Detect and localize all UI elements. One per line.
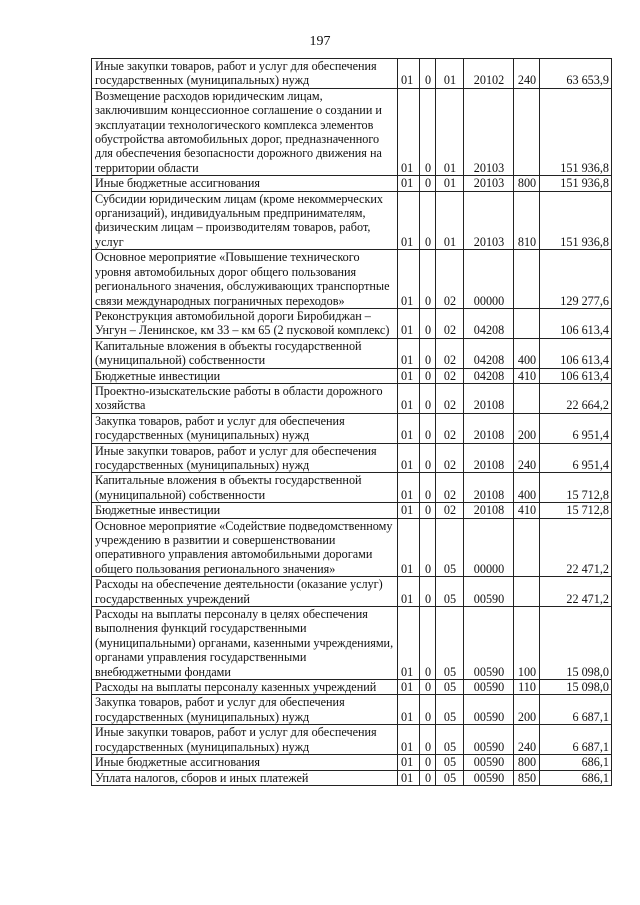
amount-cell: 15 712,8: [540, 503, 612, 518]
amount-cell: 15 098,0: [540, 607, 612, 680]
expense-type-cell: 850: [514, 770, 540, 785]
amount-cell: 106 613,4: [540, 368, 612, 383]
program-code-cell: 01: [398, 191, 420, 250]
direction-code-cell: 20108: [464, 383, 514, 413]
expense-name-cell: Иные закупки товаров, работ и услуг для обеспечения государственных (муниципальных) нужд: [92, 443, 398, 473]
expense-name-cell: Реконструкция автомобильной дороги Биробиджан – Унгун – Ленинское, км 33 – км 65 (2 пусковой комплекс): [92, 308, 398, 338]
amount-cell: 15 098,0: [540, 680, 612, 695]
direction-code-cell: 04208: [464, 308, 514, 338]
amount-cell: 686,1: [540, 770, 612, 785]
table-row: [92, 368, 612, 383]
expense-name-cell: Расходы на выплаты персоналу казенных учреждений: [92, 680, 398, 695]
subprogram-code-cell: 0: [420, 59, 436, 89]
direction-code-cell: 20103: [464, 88, 514, 175]
subprogram-code-cell: 0: [420, 250, 436, 309]
amount-cell: 6 951,4: [540, 413, 612, 443]
subprogram-code-cell: 0: [420, 577, 436, 607]
program-code-cell: 01: [398, 770, 420, 785]
expense-name-cell: Субсидии юридическим лицам (кроме некоммерческих организаций), индивидуальным предпринимателям, физическим лицам – производителям товаров, работ, услуг: [92, 191, 398, 250]
subprogram-code-cell: 0: [420, 473, 436, 503]
amount-cell: 22 664,2: [540, 383, 612, 413]
activity-code-cell: 05: [436, 755, 464, 770]
subprogram-code-cell: 0: [420, 755, 436, 770]
amount-cell: 22 471,2: [540, 518, 612, 577]
program-code-cell: 01: [398, 607, 420, 680]
program-code-cell: 01: [398, 413, 420, 443]
amount-cell: 22 471,2: [540, 577, 612, 607]
program-code-cell: 01: [398, 725, 420, 755]
amount-cell: 151 936,8: [540, 191, 612, 250]
direction-code-cell: 00590: [464, 577, 514, 607]
direction-code-cell: 20102: [464, 59, 514, 89]
program-code-cell: 01: [398, 338, 420, 368]
expense-type-cell: [514, 577, 540, 607]
activity-code-cell: 05: [436, 518, 464, 577]
table-row: [92, 770, 612, 785]
subprogram-code-cell: 0: [420, 770, 436, 785]
amount-cell: 686,1: [540, 755, 612, 770]
subprogram-code-cell: 0: [420, 308, 436, 338]
subprogram-code-cell: 0: [420, 518, 436, 577]
subprogram-code-cell: 0: [420, 443, 436, 473]
activity-code-cell: 02: [436, 413, 464, 443]
program-code-cell: 01: [398, 250, 420, 309]
expense-type-cell: 200: [514, 413, 540, 443]
program-code-cell: 01: [398, 368, 420, 383]
table-row: [92, 473, 612, 503]
program-code-cell: 01: [398, 680, 420, 695]
direction-code-cell: 00590: [464, 755, 514, 770]
amount-cell: 63 653,9: [540, 59, 612, 89]
activity-code-cell: 02: [436, 383, 464, 413]
activity-code-cell: 01: [436, 59, 464, 89]
activity-code-cell: 01: [436, 88, 464, 175]
program-code-cell: 01: [398, 308, 420, 338]
subprogram-code-cell: 0: [420, 413, 436, 443]
amount-cell: 129 277,6: [540, 250, 612, 309]
expense-type-cell: [514, 250, 540, 309]
expense-name-cell: Иные закупки товаров, работ и услуг для обеспечения государственных (муниципальных) нужд: [92, 59, 398, 89]
subprogram-code-cell: 0: [420, 503, 436, 518]
activity-code-cell: 05: [436, 770, 464, 785]
expense-type-cell: 100: [514, 607, 540, 680]
table-row: [92, 176, 612, 191]
subprogram-code-cell: 0: [420, 725, 436, 755]
activity-code-cell: 05: [436, 695, 464, 725]
program-code-cell: 01: [398, 443, 420, 473]
expense-name-cell: Капитальные вложения в объекты государственной (муниципальной) собственности: [92, 338, 398, 368]
expense-name-cell: Основное мероприятие «Повышение технического уровня автомобильных дорог общего пользования регионального значения, обслуживающих транспортные связи международных пограничных переходов»: [92, 250, 398, 309]
direction-code-cell: 00590: [464, 695, 514, 725]
direction-code-cell: 00000: [464, 250, 514, 309]
expense-name-cell: Капитальные вложения в объекты государственной (муниципальной) собственности: [92, 473, 398, 503]
expense-type-cell: [514, 518, 540, 577]
activity-code-cell: 05: [436, 577, 464, 607]
expense-name-cell: Уплата налогов, сборов и иных платежей: [92, 770, 398, 785]
amount-cell: 15 712,8: [540, 473, 612, 503]
budget-table: [91, 58, 612, 786]
expense-type-cell: 400: [514, 338, 540, 368]
budget-table-body: [92, 59, 612, 786]
table-row: [92, 413, 612, 443]
expense-type-cell: [514, 383, 540, 413]
table-row: [92, 250, 612, 309]
program-code-cell: 01: [398, 59, 420, 89]
table-row: [92, 680, 612, 695]
subprogram-code-cell: 0: [420, 607, 436, 680]
subprogram-code-cell: 0: [420, 191, 436, 250]
direction-code-cell: 00590: [464, 680, 514, 695]
subprogram-code-cell: 0: [420, 88, 436, 175]
direction-code-cell: 20108: [464, 443, 514, 473]
expense-type-cell: 240: [514, 725, 540, 755]
direction-code-cell: 04208: [464, 368, 514, 383]
direction-code-cell: 20108: [464, 503, 514, 518]
table-row: [92, 607, 612, 680]
page-number: 197: [309, 34, 331, 49]
expense-name-cell: Иные бюджетные ассигнования: [92, 176, 398, 191]
direction-code-cell: 20103: [464, 176, 514, 191]
activity-code-cell: 01: [436, 176, 464, 191]
expense-type-cell: 810: [514, 191, 540, 250]
activity-code-cell: 05: [436, 680, 464, 695]
program-code-cell: 01: [398, 176, 420, 191]
direction-code-cell: 00590: [464, 607, 514, 680]
amount-cell: 6 951,4: [540, 443, 612, 473]
subprogram-code-cell: 0: [420, 176, 436, 191]
table-row: [92, 383, 612, 413]
table-row: [92, 59, 612, 89]
expense-name-cell: Проектно-изыскательские работы в области дорожного хозяйства: [92, 383, 398, 413]
expense-type-cell: 800: [514, 755, 540, 770]
table-row: [92, 725, 612, 755]
direction-code-cell: 20103: [464, 191, 514, 250]
subprogram-code-cell: 0: [420, 680, 436, 695]
activity-code-cell: 01: [436, 191, 464, 250]
expense-name-cell: Закупка товаров, работ и услуг для обеспечения государственных (муниципальных) нужд: [92, 413, 398, 443]
program-code-cell: 01: [398, 755, 420, 770]
expense-name-cell: Основное мероприятие «Содействие подведомственному учреждению в развитии и совершенствовании оперативного управления автомобильными дорогами общего пользования регионального значения»: [92, 518, 398, 577]
activity-code-cell: 02: [436, 308, 464, 338]
expense-name-cell: Иные бюджетные ассигнования: [92, 755, 398, 770]
expense-type-cell: 240: [514, 59, 540, 89]
activity-code-cell: 02: [436, 250, 464, 309]
direction-code-cell: 00590: [464, 770, 514, 785]
expense-name-cell: Бюджетные инвестиции: [92, 503, 398, 518]
expense-name-cell: Расходы на обеспечение деятельности (оказание услуг) государственных учреждений: [92, 577, 398, 607]
activity-code-cell: 05: [436, 725, 464, 755]
expense-type-cell: 110: [514, 680, 540, 695]
amount-cell: 6 687,1: [540, 725, 612, 755]
amount-cell: 106 613,4: [540, 338, 612, 368]
direction-code-cell: 20108: [464, 473, 514, 503]
expense-name-cell: Расходы на выплаты персоналу в целях обеспечения выполнения функций государственными (муниципальными) органами, казенными учреждениями, органами управления государственными внебюджетными фондами: [92, 607, 398, 680]
expense-type-cell: 200: [514, 695, 540, 725]
program-code-cell: 01: [398, 577, 420, 607]
amount-cell: 151 936,8: [540, 88, 612, 175]
table-row: [92, 695, 612, 725]
program-code-cell: 01: [398, 383, 420, 413]
expense-type-cell: 800: [514, 176, 540, 191]
program-code-cell: 01: [398, 473, 420, 503]
expense-name-cell: Иные закупки товаров, работ и услуг для обеспечения государственных (муниципальных) нужд: [92, 725, 398, 755]
table-row: [92, 338, 612, 368]
table-row: [92, 191, 612, 250]
amount-cell: 106 613,4: [540, 308, 612, 338]
expense-type-cell: 410: [514, 503, 540, 518]
table-row: [92, 755, 612, 770]
program-code-cell: 01: [398, 503, 420, 518]
activity-code-cell: 02: [436, 503, 464, 518]
activity-code-cell: 05: [436, 607, 464, 680]
subprogram-code-cell: 0: [420, 695, 436, 725]
subprogram-code-cell: 0: [420, 383, 436, 413]
expense-type-cell: 410: [514, 368, 540, 383]
activity-code-cell: 02: [436, 368, 464, 383]
expense-type-cell: [514, 308, 540, 338]
amount-cell: 151 936,8: [540, 176, 612, 191]
expense-type-cell: [514, 88, 540, 175]
table-row: [92, 443, 612, 473]
expense-name-cell: Закупка товаров, работ и услуг для обеспечения государственных (муниципальных) нужд: [92, 695, 398, 725]
subprogram-code-cell: 0: [420, 338, 436, 368]
table-row: [92, 577, 612, 607]
activity-code-cell: 02: [436, 473, 464, 503]
direction-code-cell: 20108: [464, 413, 514, 443]
table-row: [92, 503, 612, 518]
amount-cell: 6 687,1: [540, 695, 612, 725]
expense-name-cell: Бюджетные инвестиции: [92, 368, 398, 383]
table-row: [92, 88, 612, 175]
expense-type-cell: 240: [514, 443, 540, 473]
program-code-cell: 01: [398, 695, 420, 725]
direction-code-cell: 04208: [464, 338, 514, 368]
expense-type-cell: 400: [514, 473, 540, 503]
table-row: [92, 518, 612, 577]
program-code-cell: 01: [398, 518, 420, 577]
direction-code-cell: 00000: [464, 518, 514, 577]
subprogram-code-cell: 0: [420, 368, 436, 383]
activity-code-cell: 02: [436, 338, 464, 368]
program-code-cell: 01: [398, 88, 420, 175]
activity-code-cell: 02: [436, 443, 464, 473]
expense-name-cell: Возмещение расходов юридическим лицам, заключившим концессионное соглашение о создании и эксплуатации технологического комплекса элементов обустройства автомобильных дорог, предназначенного для обеспечения безопасности дорожного движения на территории области: [92, 88, 398, 175]
direction-code-cell: 00590: [464, 725, 514, 755]
table-row: [92, 308, 612, 338]
